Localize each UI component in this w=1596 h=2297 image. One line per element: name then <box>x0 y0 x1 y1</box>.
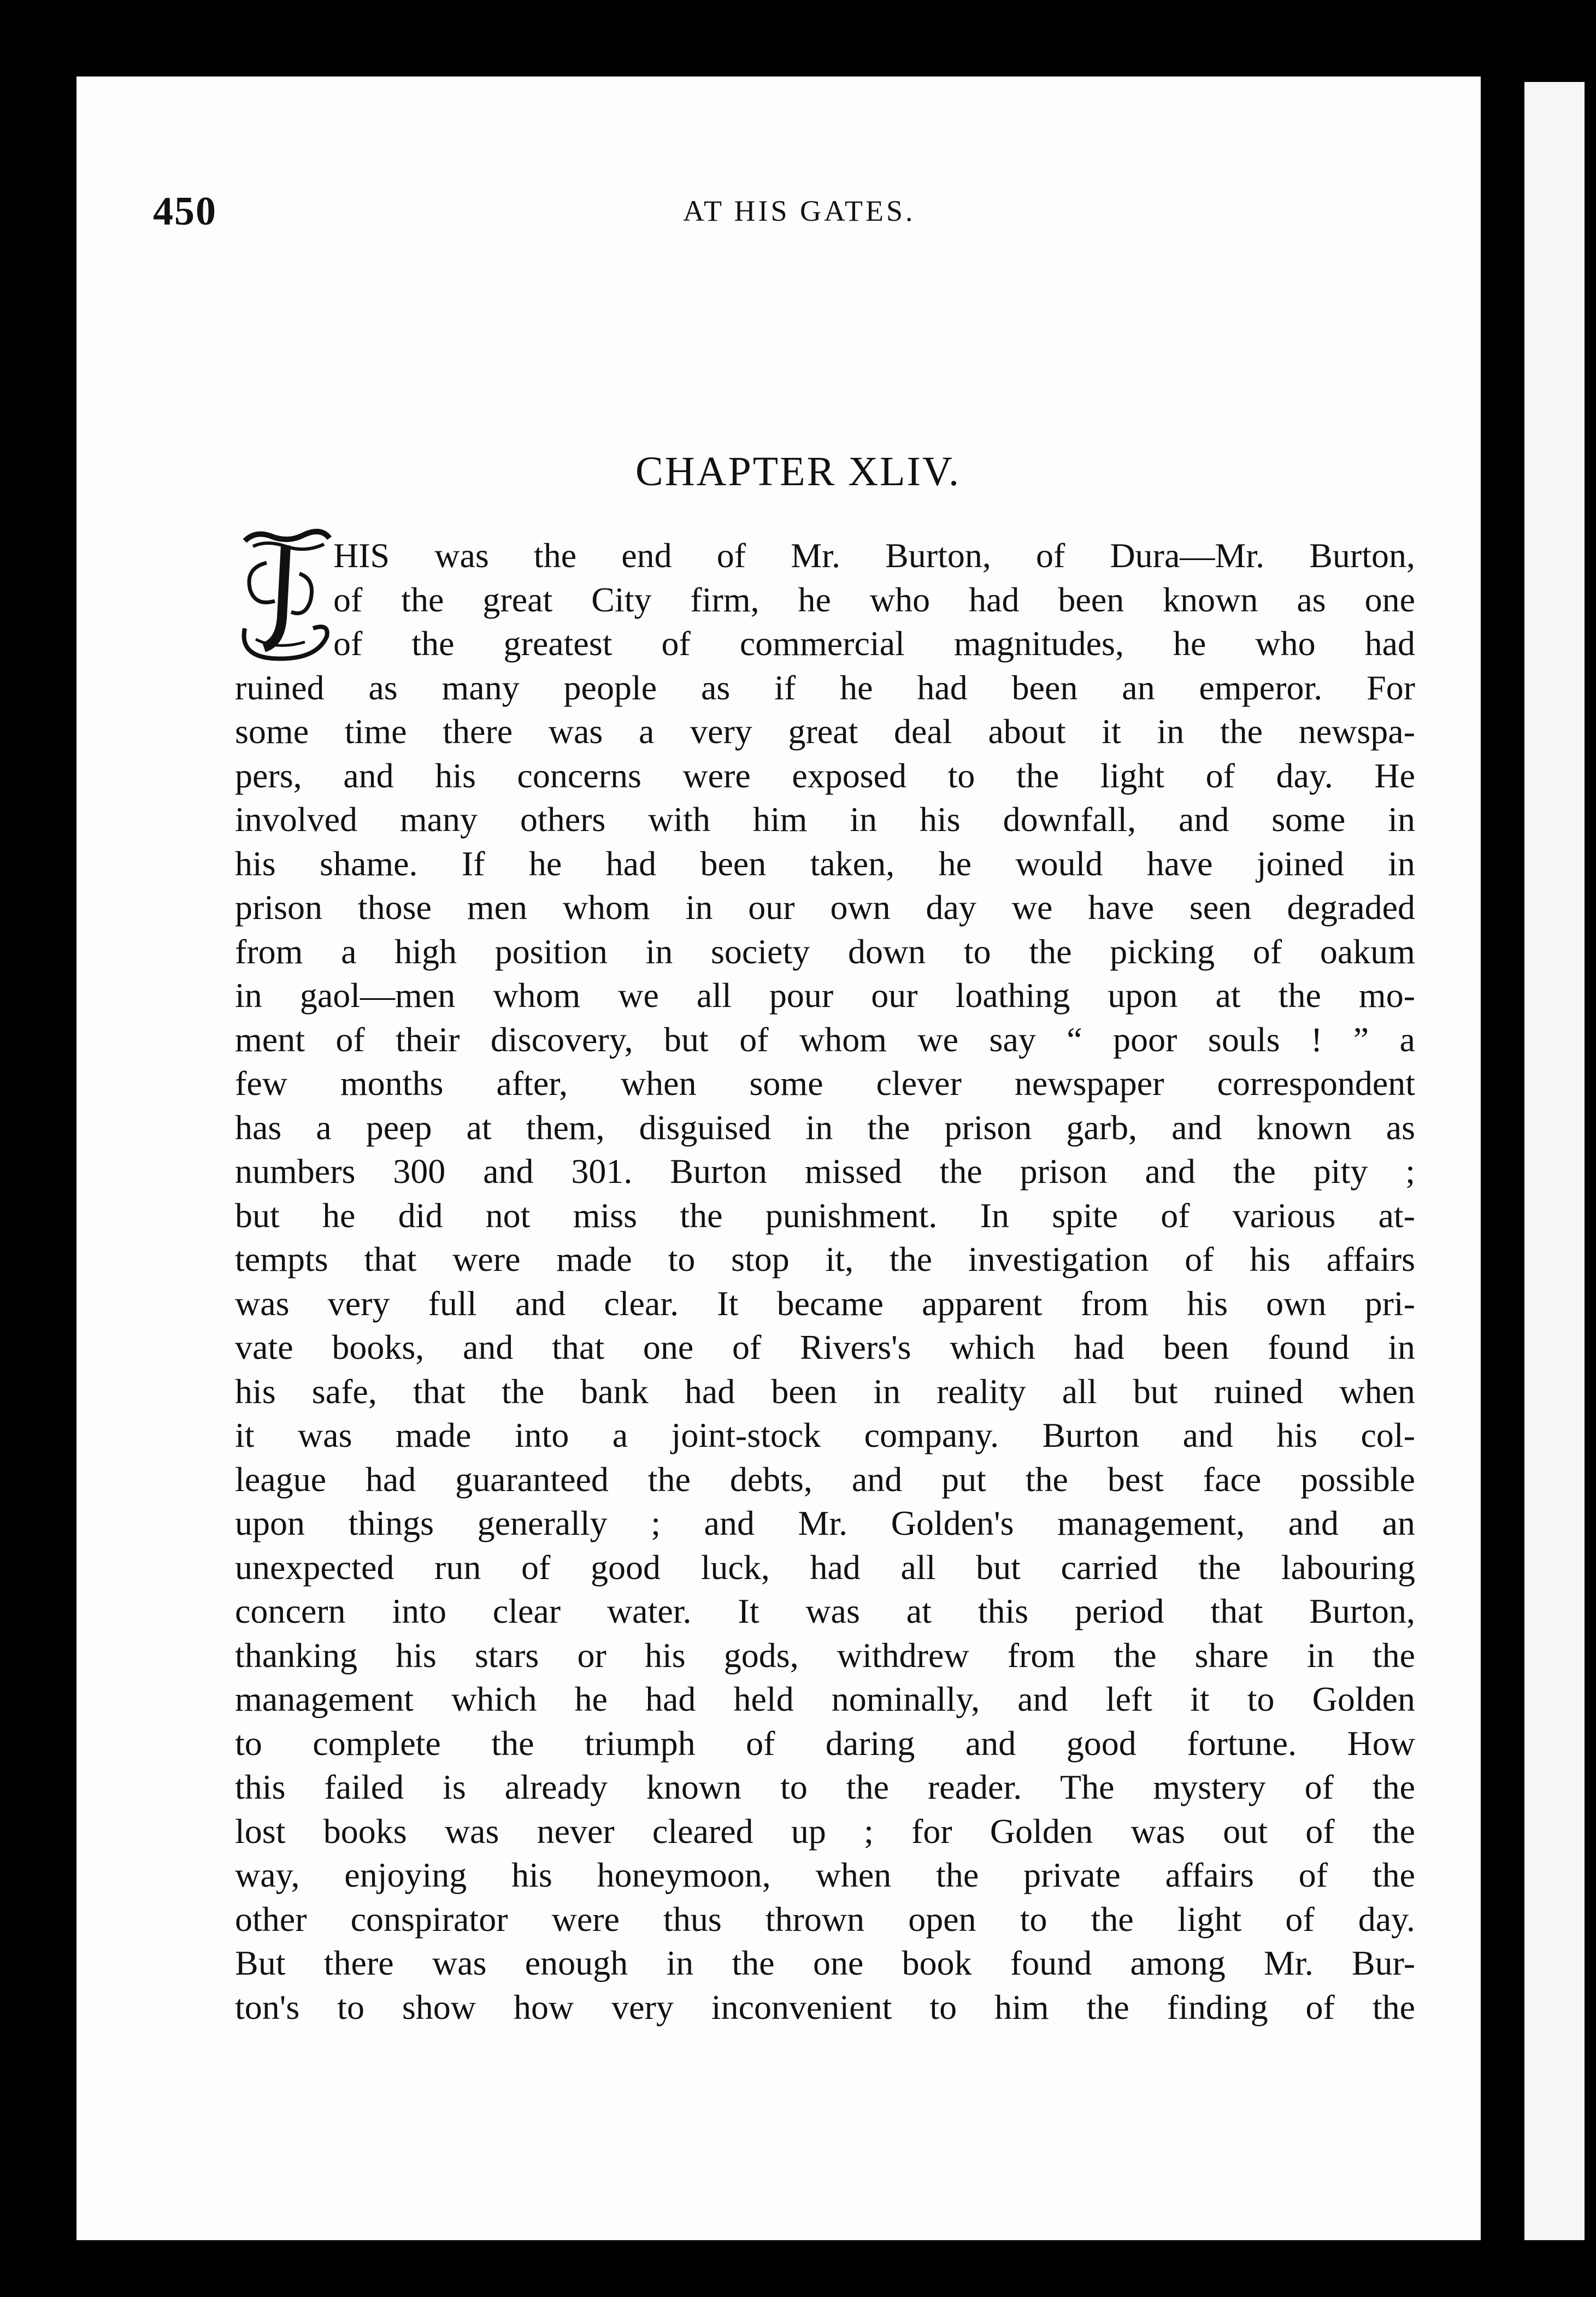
text-line: league had guaranteed the debts, and put the best face possible <box>235 1459 1415 1499</box>
text-line: pers, and his concerns were exposed to the light of day. He <box>235 756 1415 795</box>
adjacent-page-edge <box>1524 82 1585 2240</box>
text-line: but he did not miss the punishment. In spite of various at- <box>235 1195 1415 1235</box>
page-number: 450 <box>153 189 217 234</box>
text-line: has a peep at them, disguised in the prison garb, and known as <box>235 1108 1415 1147</box>
text-line: lost books was never cleared up ; for Golden was out of the <box>235 1811 1415 1851</box>
text-line: ruined as many people as if he had been an emperor. For <box>235 668 1415 707</box>
page-header <box>153 189 1410 238</box>
running-title: AT HIS GATES. <box>683 195 916 227</box>
text-line: it was made into a joint-stock company. Burton and his col- <box>235 1416 1415 1454</box>
text-line: But there was enough in the one book found among Mr. Bur- <box>235 1943 1415 1982</box>
text-line: tempts that were made to stop it, the investigation of his affairs <box>235 1240 1415 1279</box>
text-line: concern into clear water. It was at this period that Burton, <box>235 1592 1415 1630</box>
text-line: thanking his stars or his gods, withdrew from the share in the <box>235 1635 1415 1675</box>
text-line: involved many others with him in his downfall, and some in <box>235 800 1415 839</box>
text-line: of the greatest of commercial magnitudes, he who had <box>333 624 1415 663</box>
text-line: way, enjoying his honeymoon, when the private affairs of the <box>235 1856 1415 1894</box>
text-line: HIS was the end of Mr. Burton, of Dura—Mr. Burton, <box>333 536 1415 575</box>
text-line: unexpected run of good luck, had all but carried the labouring <box>235 1547 1415 1587</box>
text-line: in gaol—men whom we all pour our loathing upon at the mo- <box>235 976 1415 1015</box>
text-line: few months after, when some clever newspaper correspondent <box>235 1064 1415 1103</box>
text-line: other conspirator were thus thrown open to the light of day. <box>235 1899 1415 1939</box>
text-line: was very full and clear. It became apparent from his own pri- <box>235 1283 1415 1323</box>
chapter-body-text <box>235 534 1415 2029</box>
chapter-title: CHAPTER XLIV. <box>635 449 961 494</box>
text-line: of the great City firm, he who had been known as one <box>333 580 1415 619</box>
text-line: from a high position in society down to the picking of oakum <box>235 932 1415 971</box>
text-line: ment of their discovery, but of whom we say “ poor souls ! ” a <box>235 1020 1415 1059</box>
text-line: management which he had held nominally, and left it to Golden <box>235 1680 1415 1718</box>
text-line: numbers 300 and 301. Burton missed the prison and the pity ; <box>235 1152 1415 1191</box>
text-line: vate books, and that one of Rivers's which had been found in <box>235 1328 1415 1367</box>
text-line: this failed is already known to the reader. The mystery of the <box>235 1768 1415 1806</box>
text-line: prison those men whom in our own day we have seen degraded <box>235 888 1415 927</box>
text-line: upon things generally ; and Mr. Golden's management, and an <box>235 1504 1415 1542</box>
text-line: ton's to show how very inconvenient to him the finding of the <box>235 1987 1415 2027</box>
text-line: his shame. If he had been taken, he would have joined in <box>235 844 1415 883</box>
text-line: some time there was a very great deal about it in the newspa- <box>235 712 1415 751</box>
text-line: his safe, that the bank had been in reality all but ruined when <box>235 1371 1415 1411</box>
text-line: to complete the triumph of daring and good fortune. How <box>235 1723 1415 1763</box>
